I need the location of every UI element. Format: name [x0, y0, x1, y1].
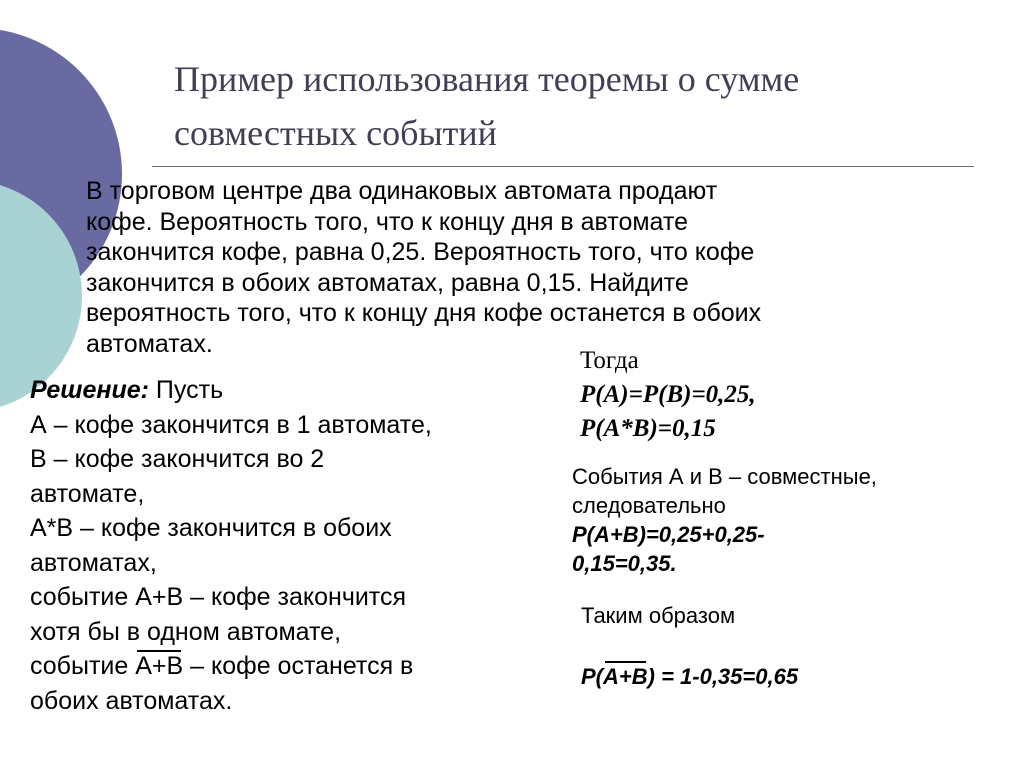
- title-line-2: совместных событий: [174, 113, 497, 153]
- problem-line: В торговом центре два одинаковых автомата продают: [86, 177, 718, 205]
- final-event-text: A+B: [603, 664, 648, 689]
- final-text: ) = 1-0,35=0,65: [647, 664, 799, 689]
- solution-line: [30, 373, 570, 408]
- solution-line: А*В – кофе закончится в обоих: [30, 514, 392, 542]
- solution-line: событие А+В – кофе закончится: [30, 583, 407, 611]
- final-answer: [581, 662, 798, 692]
- problem-line: закончится кофе, равна 0,25. Вероятность того, что кофе: [86, 238, 755, 266]
- title-divider: [152, 166, 974, 167]
- final-complement-event: [603, 662, 648, 692]
- conclusion-intro: Таким образом: [581, 603, 736, 628]
- events-line: События А и В – совместные,: [572, 464, 877, 489]
- sum-equation: P(A+B)=0,25+0,25-: [572, 522, 765, 547]
- given-probabilities: [580, 344, 756, 446]
- equation-pa-pb: P(A)=P(B)=0,25,: [580, 381, 756, 408]
- solution-line: автоматах,: [30, 548, 157, 577]
- solution-line: автомате,: [30, 479, 145, 508]
- solution-text: – кофе останется в: [183, 652, 414, 680]
- joint-events-block: [572, 462, 1012, 578]
- events-line: следовательно: [572, 493, 726, 518]
- title-line-1: Пример использования теоремы о сумме: [174, 59, 800, 99]
- problem-line: кофе. Вероятность того, что к концу дня в автомате: [86, 207, 688, 236]
- solution-line: А – кофе закончится в 1 автомате,: [30, 410, 432, 439]
- solution-line: [30, 649, 570, 684]
- overline-bar: [137, 650, 181, 652]
- solution-block: [30, 373, 570, 718]
- problem-statement: [86, 176, 986, 359]
- problem-line: автоматах.: [86, 329, 213, 358]
- sum-equation-result: 0,15=0,35.: [572, 551, 677, 576]
- solution-line: хотя бы в одном автомате,: [30, 617, 342, 646]
- problem-line: вероятность того, что к концу дня кофе останется в обоих: [86, 299, 762, 327]
- problem-line: закончится в обоих автоматах, равна 0,15. Найдите: [86, 268, 689, 297]
- solution-label: Решение:: [30, 376, 149, 404]
- final-text: P(: [581, 664, 603, 689]
- complement-event-text: А+В: [135, 652, 184, 680]
- slide-title: [174, 52, 994, 160]
- overline-bar: [605, 661, 646, 663]
- complement-event: [135, 649, 183, 684]
- solution-text: событие: [30, 652, 136, 680]
- equation-pab: P(A*B)=0,15: [580, 415, 716, 442]
- solution-line: В – кофе закончится во 2: [30, 445, 325, 473]
- solution-line: обоих автоматах.: [30, 686, 233, 715]
- then-word: Тогда: [580, 347, 639, 374]
- solution-text: Пусть: [148, 376, 224, 404]
